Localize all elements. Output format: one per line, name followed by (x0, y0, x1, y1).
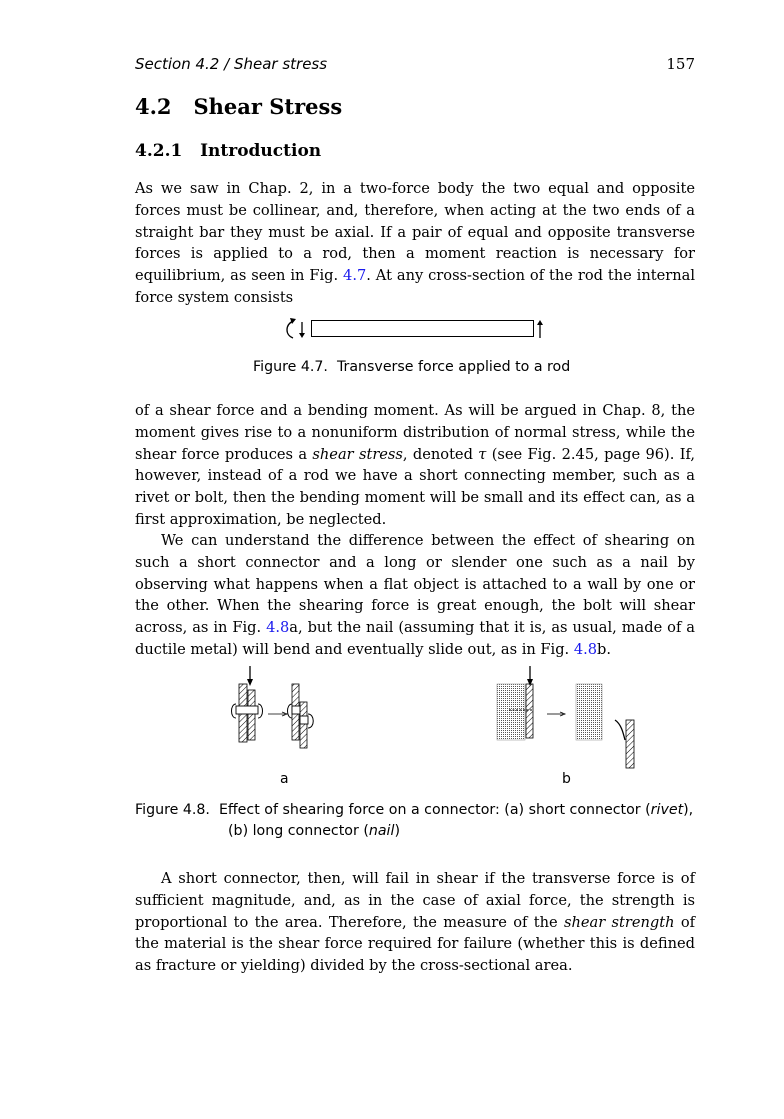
plate-after (626, 720, 634, 768)
rivet-before (232, 666, 263, 742)
para4-text-1: A short connector, then, will fail in shear if the transverse force is of sufficient magnitude, and, as in the case of axial force, the strength is proportional to the area. Therefore, the measure of the (135, 870, 695, 931)
caption-text: ) (394, 823, 400, 839)
bent-nail (615, 720, 625, 740)
figure-4-8-caption (135, 800, 695, 842)
nail-after (576, 684, 634, 768)
moment-arrowhead-icon (290, 318, 296, 324)
para3-text-3: b. (597, 640, 612, 658)
up-arrow-icon (537, 320, 543, 325)
para3-text-2: a, but the nail (assuming that it is, as usual, made of a ductile metal) will bend and eventually slide out, as in Fig. (135, 619, 696, 658)
figure-4-8 (135, 662, 695, 772)
caption-rivet: rivet (650, 802, 684, 818)
paragraph-1 (135, 178, 695, 309)
down-arrow-icon (299, 333, 305, 338)
para2-text-1: of a shear force and a bending moment. As will be argued in Chap. 8, the moment gives rise to a nonuniform distribution of normal stress, while the shear force produces a (135, 402, 695, 463)
figure-4-7-drawing (135, 308, 695, 348)
rivet-head-left (232, 704, 237, 718)
caption-line-1 (135, 800, 695, 821)
section-header: Section 4.2 / Shear stress (135, 55, 328, 73)
wall (497, 684, 525, 740)
fig-4-8b-link[interactable]: 4.8 (573, 640, 598, 658)
rivet-head-right (258, 704, 263, 718)
fig-4-8a-link[interactable]: 4.8 (266, 619, 290, 637)
figure-4-7 (135, 308, 695, 348)
para4-text-2: of the material is the shear force required for failure (whether this is defined as fracture or yielding) divided by the cross-sectional area. (135, 913, 696, 975)
shear-strength-term: shear strength (563, 913, 675, 931)
caption-text: ) short connector ( (518, 802, 651, 818)
caption-line-2 (135, 821, 695, 842)
caption-text: ( (228, 823, 234, 839)
tau-symbol: τ (478, 445, 487, 463)
paragraph-3 (135, 530, 695, 661)
rivet-shank (236, 706, 258, 714)
running-header (135, 55, 695, 77)
rod (312, 321, 534, 337)
nail-before (497, 666, 533, 740)
sheared-rivet-part-1 (292, 706, 300, 714)
subsection-title: 4.2.1 Introduction (135, 141, 322, 161)
caption-text: ) long connector ( (242, 823, 369, 839)
plate-right (248, 690, 255, 740)
subfigure-b-label: b (562, 771, 571, 787)
plate-right-after (300, 702, 307, 748)
para1-text-2: . At any cross-section of the rod the internal force system consists (135, 267, 695, 306)
fig-4-7-link[interactable]: 4.7 (343, 267, 367, 285)
caption-a: a (509, 802, 519, 818)
subfigure-a-label: a (280, 771, 289, 787)
para2-text-3: (see Fig. 2.45, page 96). If, however, instead of a rod we have a short connecting member, such as a rivet or bolt, then the bending moment will be small and its effect can, as a first approximation, be neglected. (135, 445, 695, 528)
sheared-rivet-part-2 (300, 716, 308, 724)
caption-text: Effect of shearing force on a connector: ( (218, 802, 510, 818)
plate (526, 684, 533, 738)
figure-4-7-label: Figure 4.7. (253, 359, 328, 375)
paragraph-2 (135, 400, 695, 531)
wall-after (576, 684, 602, 740)
force-arrow-icon (247, 679, 253, 686)
rivet-after (288, 684, 314, 748)
figure-4-8-label: Figure 4.8. (135, 802, 210, 818)
shear-stress-term: shear stress (312, 445, 403, 463)
page-number: 157 (666, 55, 695, 73)
para3-text-1: We can understand the difference between the effect of shearing on such a short connector and a long or slender one such as a nail by observing what happens when a flat object is attached to a wall by one or the other. When the shearing force is great enough, the bolt will shear across, as in Fig. (135, 532, 695, 637)
caption-b: b (233, 823, 243, 839)
caption-text: ), (683, 802, 694, 818)
figure-4-7-text: Transverse force applied to a rod (336, 359, 571, 375)
figure-4-8-drawing (135, 662, 695, 772)
figure-4-7-caption (253, 357, 570, 378)
para2-text-2: , denoted (402, 445, 479, 463)
paragraph-4 (135, 868, 695, 977)
section-title: 4.2 Shear Stress (135, 94, 343, 119)
caption-nail: nail (368, 823, 395, 839)
para1-text-1: As we saw in Chap. 2, in a two-force body the two equal and opposite forces must be collinear, and, therefore, when acting at the two ends of a straight bar they must be axial. If a pair of equal and opposite transverse forces is applied to a rod, then a moment reaction is necessary for equilibrium, as seen in Fig. (135, 180, 695, 285)
